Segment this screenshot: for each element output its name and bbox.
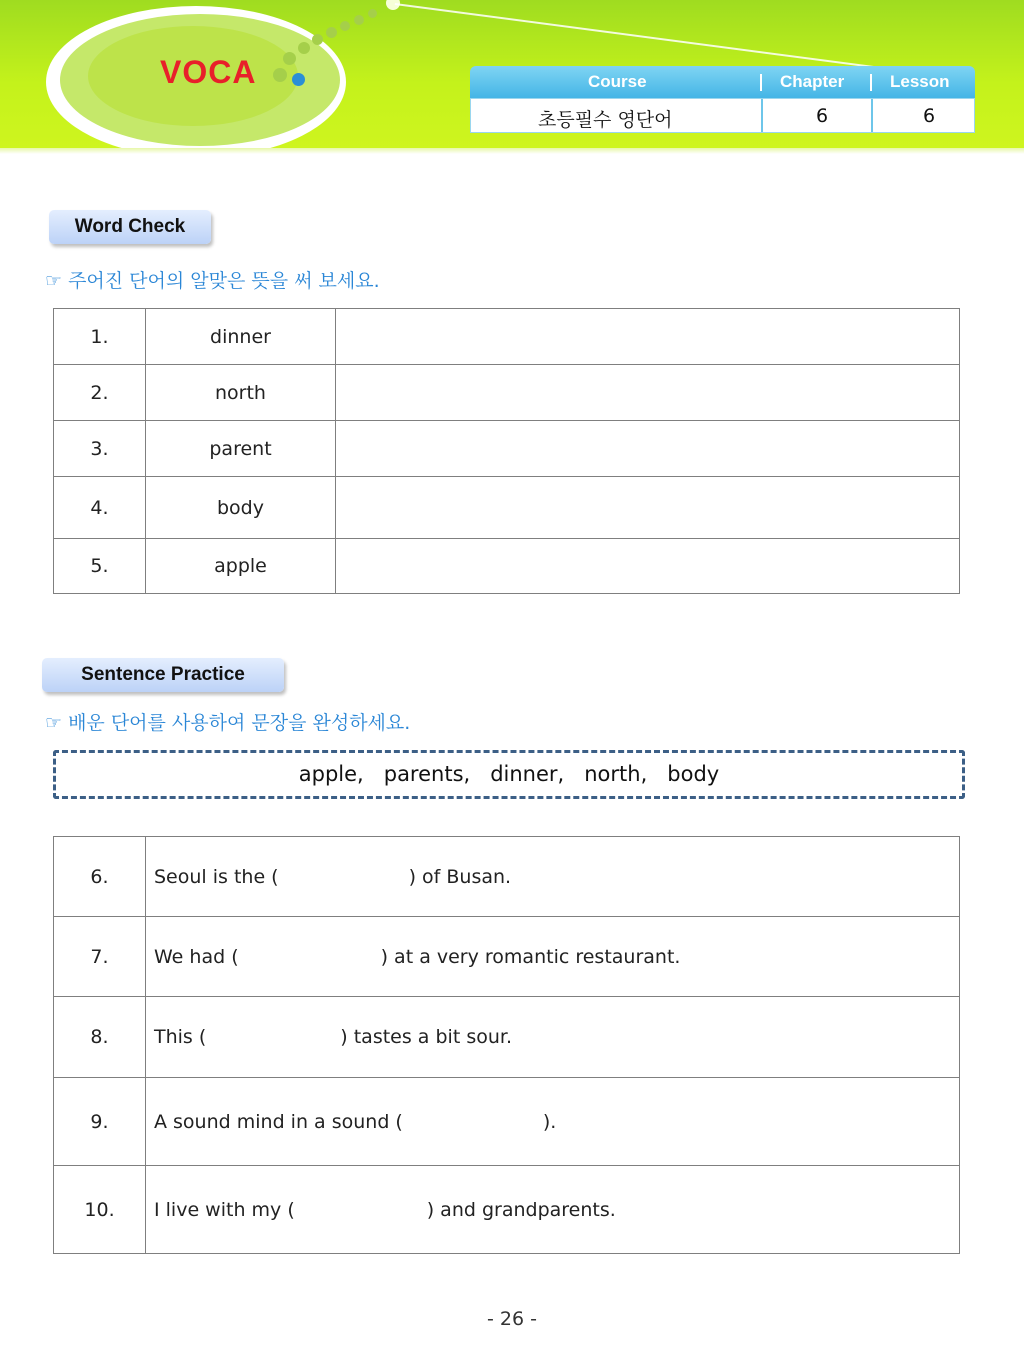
course-info-table	[470, 66, 975, 133]
sentence-cell	[146, 837, 960, 917]
table-row	[54, 421, 960, 477]
course-info-header	[470, 66, 975, 98]
sentence-cell	[146, 997, 960, 1078]
row-number: 6.	[54, 837, 146, 917]
header-banner	[0, 0, 1024, 152]
decor-dot	[368, 9, 377, 18]
table-row	[54, 477, 960, 539]
sentence-before-blank: I live with my (	[154, 1198, 295, 1221]
sentence-after-blank: ) of Busan.	[408, 865, 512, 888]
vocab-word: parent	[146, 421, 336, 477]
word-bank: apple, parents, dinner, north, body	[53, 750, 965, 799]
word-check-instruction: ☞ 주어진 단어의 알맞은 뜻을 써 보세요.	[45, 270, 380, 292]
lesson-value: 6	[923, 105, 936, 127]
row-number: 10.	[54, 1166, 146, 1254]
chapter-value: 6	[816, 105, 829, 127]
decor-line	[395, 3, 891, 70]
sentence-after-blank: ) at a very romantic restaurant.	[380, 945, 681, 968]
decor-dot	[340, 21, 350, 31]
sentence-before-blank: This (	[154, 1026, 207, 1048]
course-column-label: Course	[588, 72, 647, 91]
meaning-answer-cell[interactable]	[336, 421, 960, 477]
row-number: 2.	[54, 365, 146, 421]
decor-dot	[273, 68, 287, 82]
header-shadow	[0, 148, 1024, 154]
table-row	[54, 309, 960, 365]
decor-dot	[298, 42, 310, 54]
page-number: - 26 -	[487, 1308, 537, 1330]
sentence-before-blank: We had (	[154, 945, 239, 968]
table-row	[54, 837, 960, 917]
row-number: 7.	[54, 917, 146, 997]
table-row	[54, 997, 960, 1078]
decor-dot	[312, 34, 323, 45]
meaning-answer-cell[interactable]	[336, 309, 960, 365]
row-number: 8.	[54, 997, 146, 1078]
vocab-word: dinner	[146, 309, 336, 365]
divider	[760, 74, 762, 91]
sentence-practice-title: Sentence Practice	[42, 658, 284, 692]
sentence-cell	[146, 1078, 960, 1166]
meaning-answer-cell[interactable]	[336, 477, 960, 539]
row-number: 9.	[54, 1078, 146, 1166]
row-number: 1.	[54, 309, 146, 365]
vocab-word: body	[146, 477, 336, 539]
decor-dot	[283, 52, 296, 65]
sentence-before-blank: A sound mind in a sound (	[154, 1110, 403, 1133]
sentence-practice-instruction: ☞ 배운 단어를 사용하여 문장을 완성하세요.	[45, 712, 411, 734]
sentence-after-blank: ) and grandparents.	[426, 1198, 616, 1221]
sentence-after-blank: ).	[542, 1110, 557, 1133]
lesson-column-label: Lesson	[890, 72, 950, 91]
voca-logo: VOCA	[160, 54, 257, 90]
meaning-answer-cell[interactable]	[336, 539, 960, 594]
course-value: 초등필수 영단어	[538, 109, 673, 131]
decor-dot	[292, 73, 305, 86]
divider	[870, 74, 872, 91]
vocab-word: apple	[146, 539, 336, 594]
sentence-cell	[146, 917, 960, 997]
vocab-word: north	[146, 365, 336, 421]
table-row	[54, 539, 960, 594]
table-row	[54, 1166, 960, 1254]
table-row	[54, 917, 960, 997]
course-info-values	[470, 98, 975, 133]
word-check-table	[53, 308, 960, 594]
divider	[871, 99, 873, 132]
sentence-after-blank: ) tastes a bit sour.	[340, 1026, 512, 1048]
decor-dot	[326, 27, 337, 38]
row-number: 4.	[54, 477, 146, 539]
chapter-column-label: Chapter	[780, 72, 845, 91]
word-check-title: Word Check	[49, 210, 211, 244]
meaning-answer-cell[interactable]	[336, 365, 960, 421]
divider	[761, 99, 763, 132]
decor-dot	[354, 15, 364, 25]
sentence-before-blank: Seoul is the (	[154, 865, 279, 888]
sentence-cell	[146, 1166, 960, 1254]
row-number: 5.	[54, 539, 146, 594]
row-number: 3.	[54, 421, 146, 477]
table-row	[54, 1078, 960, 1166]
table-row	[54, 365, 960, 421]
sentence-practice-table	[53, 836, 960, 1254]
